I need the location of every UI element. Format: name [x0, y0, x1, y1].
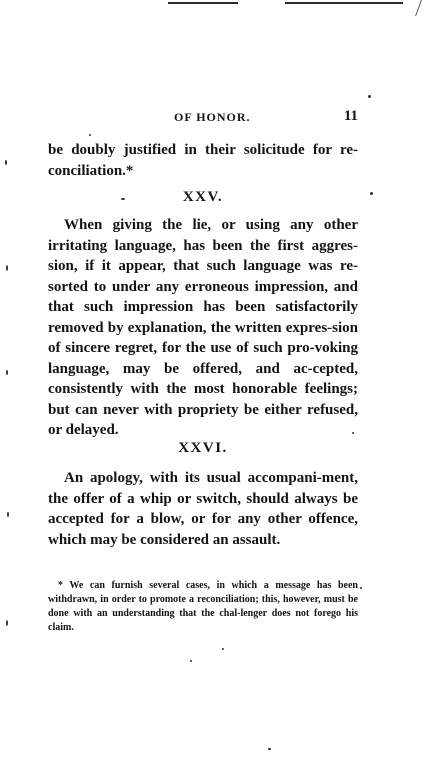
- scan-speck: [368, 95, 371, 98]
- scan-speck: [5, 160, 7, 165]
- scan-speck: [6, 265, 8, 271]
- continuation-paragraph: be doubly justified in their solicitude for re-conciliation.*: [48, 142, 358, 179]
- running-head: OF HONOR.: [174, 110, 251, 124]
- page-number: 11: [343, 108, 358, 124]
- scan-speck: [89, 134, 91, 136]
- rule-xxvi-paragraph: An apology, with its usual accompani-ment, the offer of a whip or switch, should always be accepted for a blow, or for any other offence, which may be considered an assault.: [48, 470, 358, 548]
- footnote: * We can furnish several cases, in which a message has been withdrawn, in order to promote a reconciliation; this, however, must be done with an understanding that the chal-lenger does not forego his claim.: [48, 580, 358, 633]
- rule-xxv-paragraph: When giving the lie, or using any other irritating language, has been the first aggres-sion, if it appear, that such language was re-sorted to under any erroneous impression, and that such impression has been satisfactorily removed by explanation, the written expres-sion of sincere regret, for the use of such pro-voking language, may be offered, and ac-cepted, consistently with the most honorable feelings; but can never with propriety be either refused, or delayed.: [48, 217, 358, 438]
- scan-speck: [6, 370, 8, 375]
- top-scan-artifact: [168, 2, 238, 4]
- scan-speck: [121, 198, 125, 200]
- section-heading-xxvi: XXVI.: [178, 440, 228, 456]
- page-header: [48, 110, 358, 128]
- scan-speck: [7, 512, 9, 517]
- scan-speck: [352, 432, 354, 434]
- scan-speck: [190, 660, 192, 662]
- section-heading-xxv: XXV.: [182, 189, 224, 205]
- scan-speck: [370, 192, 373, 195]
- page-corner-mark: [405, 0, 422, 16]
- scan-speck: [360, 587, 362, 589]
- scan-speck: [6, 620, 8, 626]
- top-scan-artifact: [285, 2, 403, 4]
- scan-speck: [268, 748, 271, 750]
- scan-speck: [222, 648, 224, 650]
